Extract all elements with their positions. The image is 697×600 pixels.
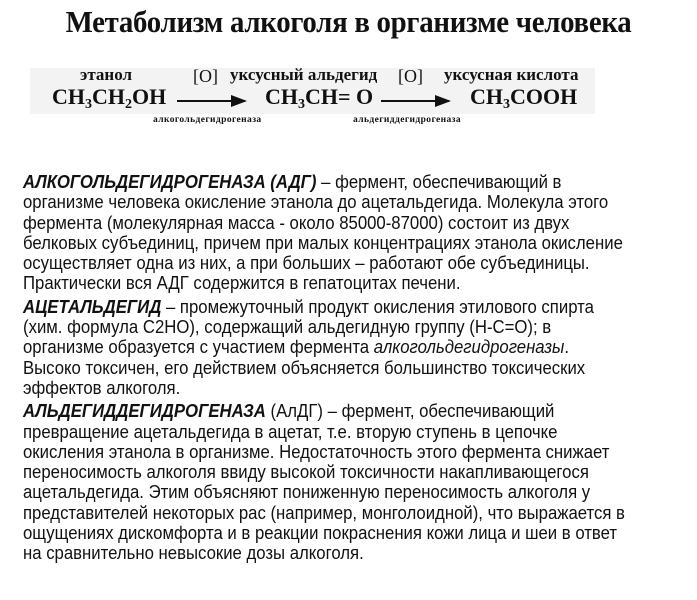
- reaction-arrow-1-icon: [177, 100, 245, 102]
- term-acetaldehyde: АЦЕТАЛЬДЕГИД: [23, 296, 162, 317]
- paragraph-acetaldehyde-text-2: . Высоко токсичен, его действием объясняется большинство токсических эффектов алкоголя.: [23, 337, 586, 398]
- enzyme-2-label: альдегиддегидрогеназа: [353, 115, 462, 125]
- paragraph-acetaldehyde: [23, 297, 630, 398]
- ethanol-label: этанол: [80, 65, 133, 84]
- paragraph-aldh: [23, 401, 630, 563]
- acetaldehyde-label: уксусный альдегид: [230, 65, 378, 84]
- acetic-acid-formula: $CH_3COOH$: [470, 84, 578, 112]
- paragraph-adh-text: – фермент, обеспечивающий в организме человека окисление этанола до ацетальдегида. Молекула этого фермента (молекулярная масса - около 85000-87000) состоит из двух белковых субъединиц, причем при малых концентрациях этанола окисление осуществляет одна из них, а при больших – работают обе субъединицы. Практически вся АДГ содержится в гепатоцитах печени.: [23, 172, 623, 294]
- term-aldh: АЛЬДЕГИДДЕГИДРОГЕНАЗА: [23, 401, 266, 422]
- paragraph-acetaldehyde-text-1: – промежуточный продукт окисления этилового спирта (хим. формула С2НО), содержащий альдегидную группу (Н-С=О); в организме образуется с участием фермента: [23, 296, 594, 358]
- acetaldehyde-formula: $CH_3CH= O$: [265, 84, 374, 112]
- enzyme-1-label: алкогольдегидрогеназа: [153, 115, 262, 125]
- oxidizer-2: [O]: [398, 66, 423, 86]
- term-adh: АЛКОГОЛЬДЕГИДРОГЕНАЗА (АДГ): [23, 172, 317, 192]
- article-body: [23, 172, 630, 567]
- reaction-arrow-2-icon: [381, 100, 449, 102]
- ethanol-formula: $CH_3CH_2OH$: [52, 84, 167, 112]
- page-title: Метаболизм алкоголя в организме человека: [65, 4, 632, 39]
- acetic-acid-label: уксусная кислота: [444, 65, 579, 84]
- paragraph-adh: [23, 172, 630, 294]
- paragraph-acetaldehyde-italic: алкогольдегидрогеназы: [373, 337, 565, 358]
- oxidizer-1: [O]: [193, 66, 218, 86]
- paragraph-aldh-text: (АлДГ) – фермент, обеспечивающий превращение ацетальдегида в ацетат, т.е. вторую ступень в цепочке окисления этанола в организме. Недостаточность этого фермента снижает переносимость алкоголя ввиду высокой токсичности накапливающегося ацетальдегида. Этим объясняют пониженную переносимость алкоголя у представителей некоторых рас (например, монголоидной), что выражается в ощущениях дискомфорта и в реакции покраснения кожи лица и шеи в ответ на сравнительно невысокие дозы алкоголя.: [23, 401, 625, 564]
